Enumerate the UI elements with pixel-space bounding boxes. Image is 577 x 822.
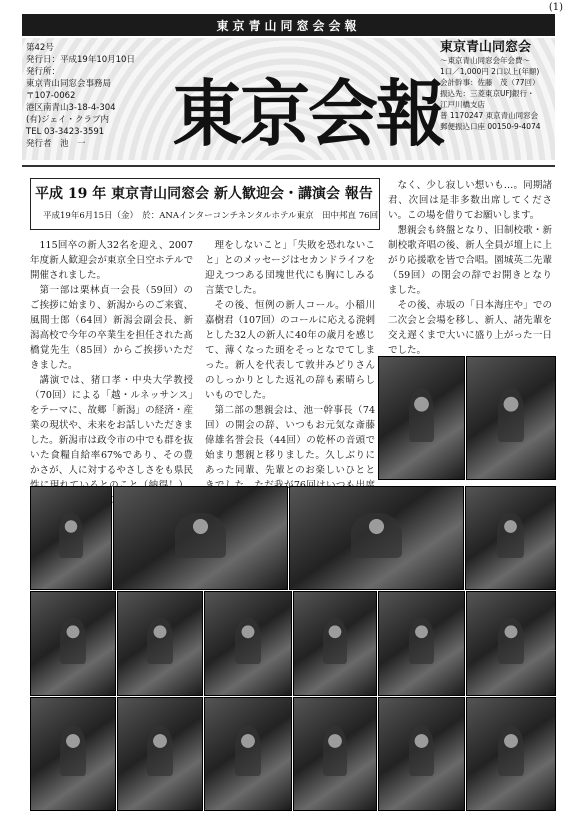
- event-photo: [30, 591, 116, 696]
- event-photo: [378, 697, 465, 811]
- info-line: 発行所：: [26, 67, 61, 77]
- event-photo: [117, 697, 203, 811]
- paragraph: なく、少し寂しい想いも…。同期諸君、次回は是非多数出席してください。この場を借りてお願いします。: [388, 180, 552, 221]
- fee-line: 振込先：三菱東京UFJ銀行・: [440, 89, 535, 98]
- info-line: 〒107-0062: [26, 91, 76, 101]
- fee-line: 郵便振込口座 00150-9-4074: [440, 122, 541, 131]
- info-line: 東京青山同窓会事務局: [26, 79, 112, 89]
- paragraph: その後、赤坂の「日本海庄や」での二次会と会場を移し、新人、諸先輩を交え遅くまで大いに盛り上がった一日でした。: [388, 300, 552, 356]
- fee-line: 〜東京青山同窓会年会費〜: [440, 56, 530, 65]
- top-banner: 東京青山同窓会会報: [22, 14, 555, 36]
- info-line: 発行日：平成19年10月10日: [26, 55, 135, 65]
- event-photo: [293, 591, 377, 696]
- divider: [22, 165, 555, 167]
- article-headline: 平成 19 年 東京青山同窓会 新人歓迎会・講演会 報告: [35, 186, 373, 202]
- event-photo: [204, 591, 292, 696]
- masthead-logo: 東京会報: [172, 71, 444, 156]
- paragraph: その後、恒例の新人コール。小稲川嘉樹君（107回）のコールに応える溌剌とした32人の新人に40年の歳月を感じて、薄くなった頭をそっとなでてしまった。新人を代表して敦井みどりさんのしっかりとした返礼の辞も素晴らしいものでした。: [205, 300, 375, 401]
- info-line: (有)ジェイ・クラブ内: [26, 115, 109, 125]
- event-photo: [30, 486, 112, 590]
- article-column-2: [205, 238, 375, 508]
- info-line: 第42号: [26, 43, 54, 53]
- info-line: 港区南青山3-18-4-304: [26, 103, 116, 113]
- publication-info: [26, 42, 135, 150]
- event-photo: [289, 486, 464, 590]
- event-photo: [293, 697, 377, 811]
- paragraph: 第一部は栗林貞一会長（59回）のご挨拶に始まり、新潟からのご来賓、風間士郎（64回）新潟会副会長、新潟高校で今年の卒業生を担任された髙橋覚先生（85回）からご挨拶いただきました。: [30, 285, 193, 371]
- event-photo: [30, 697, 116, 811]
- event-photo: [378, 356, 465, 480]
- headline-box: [30, 178, 380, 230]
- fee-line: 会計幹事：佐藤 茂（77回）: [440, 78, 540, 87]
- event-photo: [378, 591, 465, 696]
- event-photo: [466, 697, 556, 811]
- fee-line: 1口／1,000円 2口以上(年額): [440, 67, 540, 76]
- page-number: (1): [548, 2, 563, 13]
- paragraph: 理をしないこと」「失敗を恐れないこと」とのメッセージはセカンドライフを迎えつつある団塊世代にも胸にしみる言葉でした。: [205, 240, 375, 296]
- paragraph: 第二部の懇親会は、池一幹事長（74回）の開会の辞、いつもお元気な斎藤偉雄名誉会長（44回）の乾杯の音頭で始まり懇親と移りました。久しぶりにあった同輩、先輩とのお楽しいひとと: [205, 405, 375, 476]
- event-photo: [204, 697, 292, 811]
- article-column-3: [388, 178, 552, 358]
- organization-name: 東京青山同窓会: [440, 40, 532, 55]
- event-photo: [465, 486, 556, 590]
- fee-line: 江戸川橋支店: [440, 100, 485, 109]
- event-photo: [113, 486, 288, 590]
- paragraph: 115回卒の新人32名を迎え、2007年度新人歓迎会が東京全日空ホテルで開催されました。: [30, 240, 193, 281]
- article-byline: 平成19年6月15日（金） 於：ANAインターコンチネンタルホテル東京 田中邦直 76回: [43, 211, 379, 221]
- masthead: [22, 38, 555, 160]
- paragraph: 懇親会も終盤となり、旧制校歌・新制校歌斉唱の後、新人全員が壇上に上がり応援歌を皆で合唱。園城英二先輩（59回）の閉会の辞でお開きとなりました。: [388, 225, 552, 296]
- fee-line: 普 1170247 東京青山同窓会: [440, 111, 539, 120]
- event-photo: [466, 591, 556, 696]
- info-line: TEL 03-3423-3591: [26, 127, 105, 137]
- article-column-1: [30, 238, 193, 508]
- event-photo: [466, 356, 556, 480]
- paragraph: 講演では、猪口孝・中央大学教授（70回）による「越・ルネッサンス」をテーマに、故郷「新潟」の経済・産業の現状や、未来をお話しいただきました。新潟市は政令市の中でも群を抜いた食糧自給率67%であり、その豊かさが、人に対するやさしさをも県民: [30, 375, 193, 476]
- event-photo: [117, 591, 203, 696]
- fee-info: [440, 42, 552, 132]
- info-line: 発行者 池 一: [26, 139, 86, 149]
